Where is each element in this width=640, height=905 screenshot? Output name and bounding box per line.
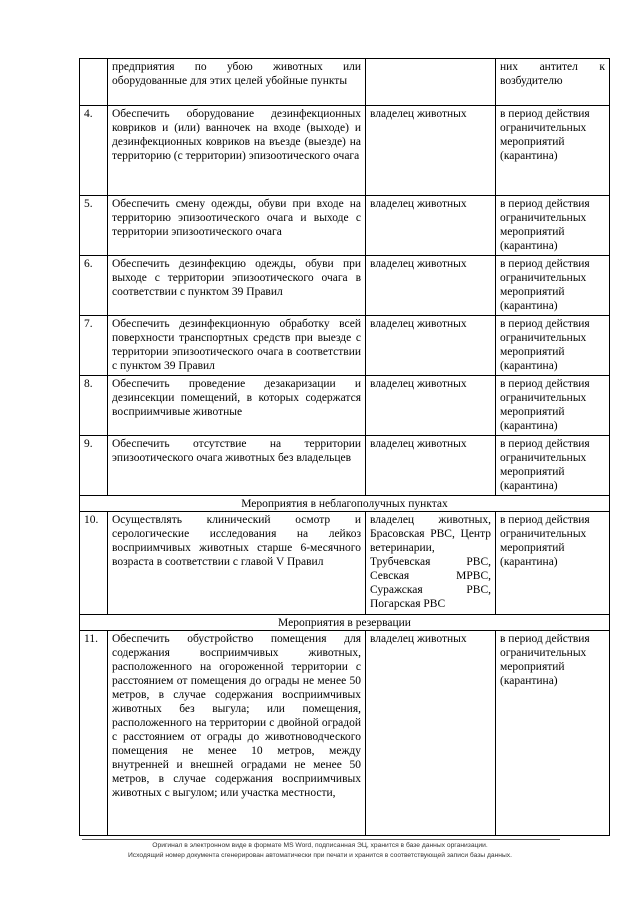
responsible-party: владелец животных	[366, 316, 496, 376]
table-row	[80, 59, 610, 106]
row-number: 10.	[80, 512, 108, 615]
footer-divider	[82, 839, 560, 840]
measure-text: Обеспечить смену одежды, обуви при входе на территорию эпизоотического очага и выходе с территории эпизоотического очага	[108, 196, 366, 256]
deadline: них антител к возбудителю	[496, 59, 610, 106]
section-title-unfavorable: Мероприятия в неблагополучных пунктах	[80, 496, 610, 512]
measure-text: Обеспечить оборудование дезинфекционных ковриков и (или) ванночек на входе (выходе) и дезинфекционных ковриков на въезде (выезде) на территорию (с территории) эпизоотического очага	[108, 106, 366, 196]
deadline: в период действия ограничительных мероприятий (карантина)	[496, 316, 610, 376]
responsible-party: владелец животных	[366, 106, 496, 196]
deadline: в период действия ограничительных мероприятий (карантина)	[496, 631, 610, 836]
row-number: 5.	[80, 196, 108, 256]
deadline: в период действия ограничительных мероприятий (карантина)	[496, 196, 610, 256]
footer-line-original: Оригинал в электронном виде в формате MS Word, подписанная ЭЦ, хранится в базе данных организации.	[152, 842, 488, 849]
row-number	[80, 59, 108, 106]
row-number: 7.	[80, 316, 108, 376]
responsible-party: владелец животных	[366, 376, 496, 436]
deadline: в период действия ограничительных мероприятий (карантина)	[496, 106, 610, 196]
row-number: 4.	[80, 106, 108, 196]
deadline: в период действия ограничительных мероприятий (карантина)	[496, 376, 610, 436]
responsible-party: владелец животных	[366, 256, 496, 316]
measure-text: Обеспечить дезинфекционную обработку всей поверхности транспортных средств при выезде с территории эпизоотического очага в соответствии с пунктом 39 Правил	[108, 316, 366, 376]
table-row	[80, 196, 610, 256]
measures-table	[79, 58, 610, 836]
table-row	[80, 512, 610, 615]
responsible-party	[366, 59, 496, 106]
measure-text: Осуществлять клинический осмотр и серологические исследования на лейкоз восприимчивых животных старше 6-месячного возраста в соответствии с главой V Правил	[108, 512, 366, 615]
table-row	[80, 436, 610, 496]
table-row	[80, 316, 610, 376]
measure-text: Обеспечить проведение дезакаризации и дезинсекции помещений, в которых содержатся восприимчивые животные	[108, 376, 366, 436]
measure-text: предприятия по убою животных или оборудованные для этих целей убойные пункты	[108, 59, 366, 106]
deadline: в период действия ограничительных мероприятий (карантина)	[496, 512, 610, 615]
section-header-row	[80, 496, 610, 512]
deadline: в период действия ограничительных мероприятий (карантина)	[496, 256, 610, 316]
responsible-party: владелец животных	[366, 436, 496, 496]
table-row	[80, 376, 610, 436]
measure-text: Обеспечить дезинфекцию одежды, обуви при выходе с территории эпизоотического очага в соответствии с пунктом 39 Правил	[108, 256, 366, 316]
footer-line-number: Исходящий номер документа сгенерирован автоматически при печати и хранится в соответствующей записи базы данных.	[128, 852, 512, 859]
page-footer	[0, 841, 640, 861]
responsible-party: владелец животных	[366, 631, 496, 836]
responsible-party: владелец животных, Брасовская РВС, Центр ветеринарии, Трубчевская РВС, Севская МРВС, Суражская РВС, Погарская РВС	[366, 512, 496, 615]
table-row	[80, 256, 610, 316]
row-number: 8.	[80, 376, 108, 436]
row-number: 9.	[80, 436, 108, 496]
table-row	[80, 106, 610, 196]
measure-text: Обеспечить обустройство помещения для содержания восприимчивых животных, расположенного на огороженной территории с расстоянием от помещения до ограды не менее 50 метров, в случае содержания восприимчивых животных без выгула; или помещения, расположенного на территории с двойной оградой с расстоянием от ограды до животноводческого помещения не менее 10 метров, между внутренней и внешней оградами не менее 50 метров, в случае содержания восприимчивых животных с выгулом; или участка местности,	[108, 631, 366, 836]
row-number: 6.	[80, 256, 108, 316]
measure-text: Обеспечить отсутствие на территории эпизоотического очага животных без владельцев	[108, 436, 366, 496]
section-header-row	[80, 615, 610, 631]
section-title-reservation: Мероприятия в резервации	[80, 615, 610, 631]
row-number: 11.	[80, 631, 108, 836]
table-row	[80, 631, 610, 836]
responsible-party: владелец животных	[366, 196, 496, 256]
deadline: в период действия ограничительных мероприятий (карантина)	[496, 436, 610, 496]
